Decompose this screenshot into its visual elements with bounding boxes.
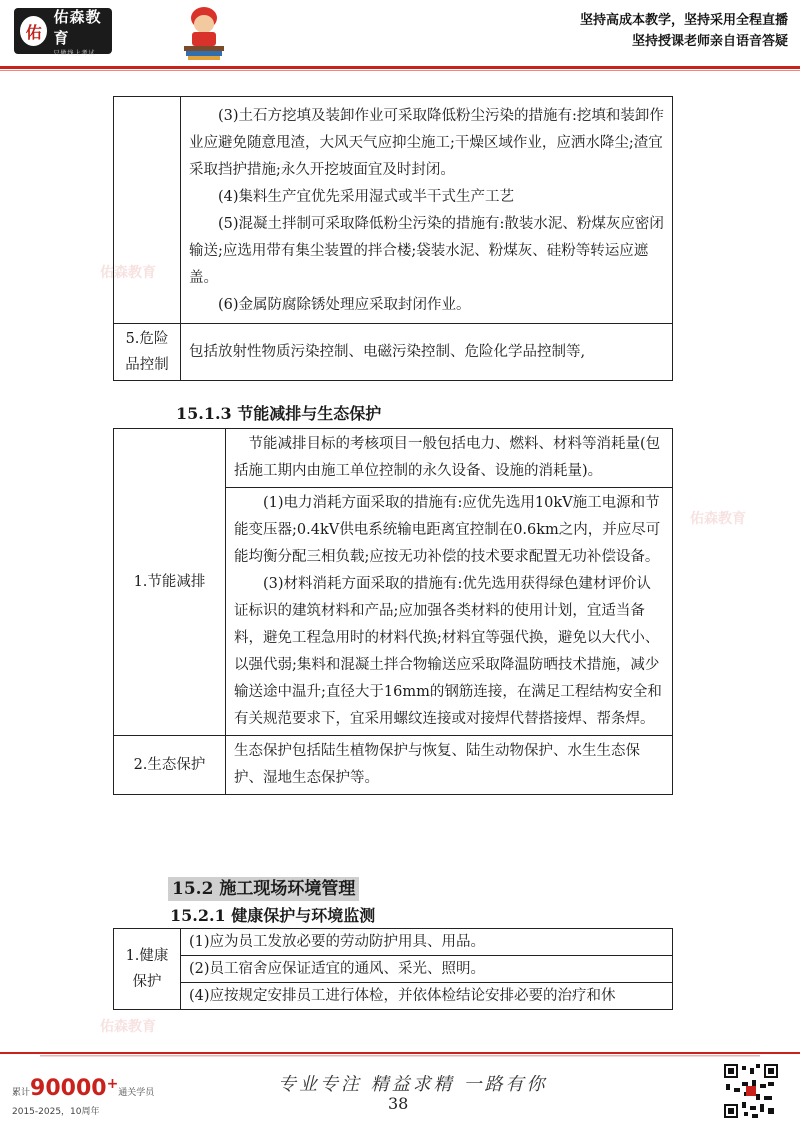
- row-content: [226, 488, 673, 736]
- table-row: [114, 324, 673, 381]
- row-content: 包括放射性物质污染控制、电磁污染控制、危险化学品控制等,: [181, 324, 673, 381]
- brand-logo: [14, 7, 112, 57]
- list-item: (1)应为员工发放必要的劳动防护用具、用品。: [181, 929, 673, 956]
- watermark: 佑森教育: [100, 265, 156, 281]
- stats-plus: +: [106, 1076, 119, 1092]
- footer-stats: [12, 1076, 154, 1101]
- stats-prefix: 累计: [12, 1088, 31, 1098]
- page-number: 38: [388, 1094, 409, 1113]
- table-row: [114, 956, 673, 983]
- table-row: [114, 97, 673, 324]
- section-heading: 15.1.3 节能减排与生态保护: [176, 404, 382, 423]
- watermark: 佑森教育: [690, 511, 746, 527]
- page-header: [0, 0, 800, 64]
- stats-count: 90000: [30, 1076, 107, 1101]
- slogan-line-2: 坚持授课老师亲自语音答疑: [631, 34, 788, 49]
- slogan-line-1: 坚持高成本教学，坚持采用全程直播: [579, 13, 788, 28]
- table-row: [114, 736, 673, 795]
- row-label: 5.危险品控制: [114, 324, 181, 381]
- health-protection-table: [113, 928, 673, 1010]
- header-slogan: [580, 10, 788, 52]
- paragraph: (6)金属防腐除锈处理应采取封闭作业。: [218, 297, 471, 313]
- row-label: 1.节能减排: [114, 429, 226, 736]
- section-title-highlight: 15.2 施工现场环境管理: [168, 877, 359, 901]
- row-label: [114, 97, 181, 324]
- section-heading-main: [168, 874, 359, 899]
- paragraph: (3)材料消耗方面采取的措施有:优先选用获得绿色建材评价认证标识的建筑材料和产品;应加强各类材料的使用计划，宜适当备料，避免工程急用时的材料代换;材料宜等强代换，避免以大代小、以强代弱;集料和混凝土拌合物输送应采取降温防晒技术措施，减少输送途中温升;直径大于16mm的钢筋连接，在满足工程结构安全和有关规范要求下，宜采用螺纹连接或对接焊代替搭接焊、帮条焊。: [234, 576, 662, 727]
- row-content: [181, 97, 673, 324]
- footer-divider: [0, 1052, 800, 1058]
- paragraph: (4)集料生产宜优先采用湿式或半干式生产工艺: [218, 189, 515, 205]
- table-row: [114, 429, 673, 488]
- paragraph: (5)混凝土拌制可采取降低粉尘污染的措施有:散装水泥、粉煤灰应密闭输送;应选用带有集尘装置的拌合楼;袋装水泥、粉煤灰、硅粉等转运应遮盖。: [189, 216, 664, 286]
- anniversary-years: 2015-2025，10周年: [12, 1107, 100, 1117]
- mascot-icon: [178, 4, 230, 60]
- qr-code-icon: [724, 1064, 778, 1118]
- logo-mark-icon: 佑: [20, 16, 47, 46]
- logo-name: 佑森教育: [53, 7, 102, 47]
- subsection-heading: 15.2.1 健康保护与环境监测: [170, 906, 376, 925]
- row-label: 1.健康保护: [114, 929, 181, 1010]
- row-label: 2.生态保护: [114, 736, 226, 795]
- paragraph: (1)电力消耗方面采取的措施有:应优先选用10kV施工电源和节能变压器;0.4kV供电系统输电距离宜控制在0.6km之内，并应尽可能均衡分配三相负载;应按无功补偿的技术要求配置无功补偿设备。: [234, 495, 661, 565]
- header-divider: [0, 66, 800, 69]
- table-row: [114, 983, 673, 1010]
- list-item: (4)应按规定安排员工进行体检，并依体检结论安排必要的治疗和休: [181, 983, 673, 1010]
- energy-ecology-table: [113, 428, 673, 795]
- pollution-control-table: [113, 96, 673, 381]
- table-row: [114, 929, 673, 956]
- footer-motto: 专业专注 精益求精 一路有你: [278, 1074, 548, 1095]
- watermark: 佑森教育: [100, 1019, 156, 1035]
- list-item: (2)员工宿舍应保证适宜的通风、采光、照明。: [181, 956, 673, 983]
- row-content: 生态保护包括陆生植物保护与恢复、陆生动物保护、水生生态保护、湿地生态保护等。: [226, 736, 673, 795]
- paragraph: (3)土石方挖填及装卸作业可采取降低粉尘污染的措施有:挖填和装卸作业应避免随意甩渣，大风天气应抑尘施工;干燥区域作业，应洒水降尘;渣宜采取挡护措施;永久开挖坡面宜及时封闭。: [189, 108, 664, 178]
- logo-tagline: 只做线上考试: [53, 49, 96, 57]
- stats-suffix: 通关学员: [118, 1088, 155, 1098]
- header-divider-thin: [0, 70, 800, 71]
- row-content: 节能减排目标的考核项目一般包括电力、燃料、材料等消耗量(包括施工期内由施工单位控制的永久设备、设施的消耗量)。: [226, 429, 673, 488]
